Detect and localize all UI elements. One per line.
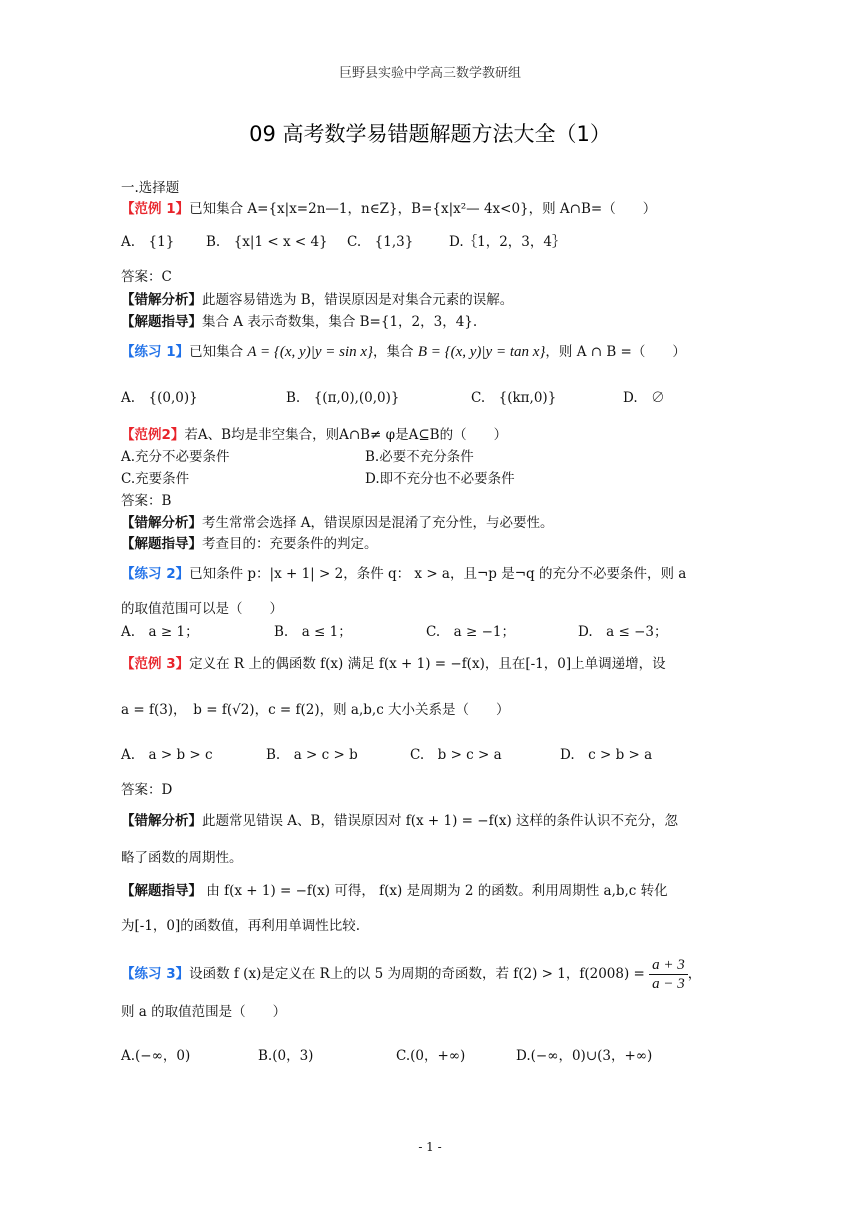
practice-2-option-d: D. a ≤ −3； bbox=[578, 624, 668, 640]
example-1-answer: 答案：C bbox=[121, 269, 172, 285]
example-2-guide-tag: 【解题指导】 bbox=[121, 536, 202, 552]
example-1-guide-tag: 【解题指导】 bbox=[121, 314, 202, 330]
practice-3-fraction bbox=[649, 956, 688, 993]
example-3-question bbox=[121, 652, 666, 672]
example-1-option-d: D.｛1，2，3，4｝ bbox=[449, 234, 566, 250]
practice-3-text-end: ， bbox=[687, 966, 702, 982]
practice-2-question-cont: 的取值范围可以是（ ） bbox=[121, 601, 283, 617]
practice-3-option-a: A.(−∞，0) bbox=[121, 1048, 191, 1064]
example-3-guide-cont: 为[-1，0]的函数值，再利用单调性比较. bbox=[121, 918, 361, 934]
example-2-analysis-text: 考生常常会选择 A，错误原因是混淆了充分性，与必要性。 bbox=[202, 515, 554, 531]
practice-2-option-b: B. a ≤ 1； bbox=[274, 624, 352, 640]
example-2-option-c: C.充要条件 bbox=[121, 471, 190, 487]
example-3-option-b: B. a > c > b bbox=[266, 747, 358, 763]
practice-1-option-a: A. {(0,0)} bbox=[121, 390, 198, 406]
example-2-guide-text: 考查目的：充要条件的判定。 bbox=[202, 536, 378, 552]
practice-3-question bbox=[121, 956, 701, 993]
practice-3-option-c: C.(0，+∞) bbox=[396, 1048, 466, 1064]
example-3-text: 定义在 R 上的偶函数 f(x) 满足 f(x + 1) = −f(x)，且在[-1，0]上单调递增，设 bbox=[189, 656, 666, 672]
example-2-option-b: B.必要不充分条件 bbox=[365, 449, 474, 465]
example-2-question bbox=[121, 423, 507, 443]
example-1-option-c: C. {1,3} bbox=[347, 234, 414, 250]
practice-1-text-b: ，集合 bbox=[373, 344, 418, 360]
practice-3-question-cont: 则 a 的取值范围是（ ） bbox=[121, 1004, 287, 1020]
practice-1-text-a: 已知集合 bbox=[189, 344, 248, 360]
practice-1-text-c: ，则 A ∩ B =（ ） bbox=[545, 344, 686, 360]
example-3-question-cont: a = f(3)， b = f(√2)，c = f(2)，则 a,b,c 大小关系是（ ） bbox=[121, 702, 510, 718]
example-1-analysis-tag: 【错解分析】 bbox=[121, 292, 202, 308]
example-1-analysis-text: 此题容易错选为 B，错误原因是对集合元素的误解。 bbox=[202, 292, 514, 308]
practice-1-question bbox=[121, 340, 686, 361]
practice-3-text: 设函数 f (x)是定义在 R上的以 5 为周期的奇函数，若 f(2) > 1，f(2008) = bbox=[189, 966, 645, 982]
example-3-analysis-cont: 略了函数的周期性。 bbox=[121, 850, 243, 866]
example-3-guide-tag: 【解题指导】 bbox=[121, 883, 202, 899]
example-3-guide bbox=[121, 879, 668, 899]
practice-3-option-b: B.(0，3) bbox=[258, 1048, 314, 1064]
example-3-tag: 【范例 3】 bbox=[121, 656, 190, 672]
practice-2-question bbox=[121, 562, 686, 582]
practice-1-option-c: C. {(kπ,0)} bbox=[471, 390, 557, 406]
example-1-guide bbox=[121, 310, 477, 330]
practice-3-option-d: D.(−∞，0)∪(3，+∞) bbox=[516, 1048, 653, 1064]
example-3-analysis-text: 此题常见错误 A、B，错误原因对 f(x + 1) = −f(x) 这样的条件认识不充分，忽 bbox=[202, 813, 679, 829]
practice-3-tag: 【练习 3】 bbox=[121, 966, 190, 982]
example-2-guide bbox=[121, 532, 378, 552]
practice-2-option-c: C. a ≥ −1； bbox=[426, 624, 515, 640]
page-number: - 1 - bbox=[418, 1140, 442, 1154]
example-1-guide-text: 集合 A 表示奇数集，集合 B={1，2，3，4}. bbox=[202, 314, 478, 330]
practice-1-set-b: B = {(x, y)|y = tan x} bbox=[417, 344, 546, 360]
example-3-analysis-tag: 【错解分析】 bbox=[121, 813, 202, 829]
example-3-option-a: A. a > b > c bbox=[121, 747, 213, 763]
example-2-option-d: D.即不充分也不必要条件 bbox=[365, 471, 515, 487]
example-3-option-c: C. b > c > a bbox=[410, 747, 502, 763]
example-2-text: 若A、B均是非空集合，则A∩B≠ φ是A⊆B的（ ） bbox=[184, 427, 508, 443]
practice-1-set-a: A = {(x, y)|y = sin x} bbox=[247, 344, 374, 360]
example-3-guide-text: 由 f(x + 1) = −f(x) 可得， f(x) 是周期为 2 的函数。利用周期性 a,b,c 转化 bbox=[202, 883, 668, 899]
example-3-analysis bbox=[121, 809, 678, 829]
example-1-question bbox=[121, 197, 656, 217]
section-heading: 一.选择题 bbox=[121, 180, 180, 196]
practice-1-option-b: B. {(π,0),(0,0)} bbox=[286, 390, 400, 406]
example-1-tag: 【范例 1】 bbox=[121, 201, 190, 217]
example-2-analysis bbox=[121, 511, 554, 531]
example-2-tag: 【范例2】 bbox=[121, 427, 185, 443]
example-3-option-d: D. c > b > a bbox=[560, 747, 653, 763]
practice-2-tag: 【练习 2】 bbox=[121, 566, 190, 582]
example-2-analysis-tag: 【错解分析】 bbox=[121, 515, 202, 531]
example-1-option-a: A. {1} bbox=[121, 234, 175, 250]
example-2-option-a: A.充分不必要条件 bbox=[121, 449, 230, 465]
practice-3-fraction-numerator: a + 3 bbox=[649, 956, 688, 975]
page-header: 巨野县实验中学高三数学教研组 bbox=[338, 66, 521, 81]
practice-3-fraction-denominator: a − 3 bbox=[652, 976, 685, 992]
page-title: 09 高考数学易错题解题方法大全（1） bbox=[249, 122, 611, 146]
example-1-option-b: B. {x|1 < x < 4} bbox=[206, 234, 328, 250]
practice-2-text: 已知条件 p：|x + 1| > 2，条件 q： x > a，且¬p 是¬q 的充分不必要条件，则 a bbox=[189, 566, 687, 582]
example-1-analysis bbox=[121, 288, 513, 308]
example-1-text: 已知集合 A={x|x=2n—1，n∈Z}，B={x|x²— 4x<0}，则 A∩B=（ ） bbox=[189, 201, 657, 217]
example-3-answer: 答案：D bbox=[121, 782, 173, 798]
practice-1-option-d: D. ∅ bbox=[623, 390, 665, 406]
practice-2-option-a: A. a ≥ 1； bbox=[121, 624, 199, 640]
example-2-answer: 答案：B bbox=[121, 493, 172, 509]
practice-1-tag: 【练习 1】 bbox=[121, 344, 190, 360]
